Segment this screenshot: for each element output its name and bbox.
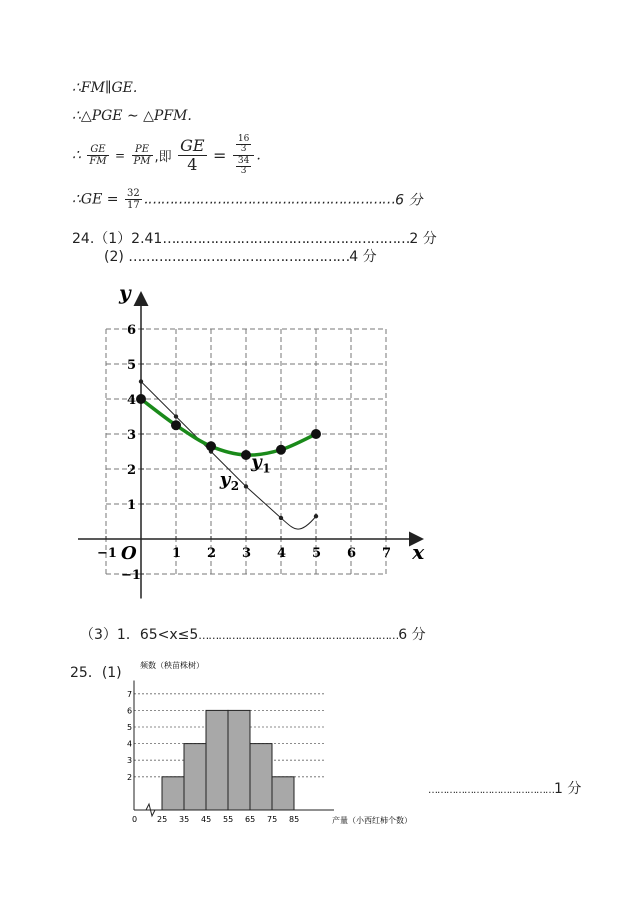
- fraction-ge-4: $\frac{GE}{4}$: [180, 136, 205, 174]
- y2-label: [219, 469, 239, 493]
- y-tick-label: 3: [127, 756, 133, 766]
- y1-point: [171, 420, 181, 430]
- y2-point: [139, 379, 143, 383]
- q24-part1: [72, 228, 437, 248]
- y-tick-label: 6: [127, 706, 133, 716]
- y2-point: [314, 514, 318, 518]
- fraction-32-17: $\frac{32}{17}$: [126, 188, 140, 211]
- equals: =: [115, 148, 126, 163]
- leader-dots: …………………………………………………: [148, 191, 396, 208]
- y2-subscript: 2: [230, 478, 240, 493]
- equals: =: [213, 146, 227, 165]
- proof-line-3: [72, 134, 261, 177]
- y2-letter: y: [219, 468, 231, 490]
- x-tick-label: 85: [289, 815, 300, 824]
- histogram: [120, 656, 440, 831]
- y-tick-label: 4: [127, 739, 133, 749]
- histogram-bar: [228, 710, 250, 810]
- therefore-symbol: ∴: [72, 191, 81, 208]
- histogram-bar: [184, 744, 206, 810]
- compound-fraction: [233, 134, 254, 177]
- x-tick-label: 2: [207, 546, 217, 561]
- x-tick-label: −1: [97, 546, 117, 561]
- y-axis-label: y: [119, 280, 131, 305]
- therefore-symbol: ∴: [72, 108, 81, 124]
- fraction-pe-pm: $\frac{PE}{PM}$: [133, 144, 151, 167]
- y2-curve: [141, 382, 316, 530]
- y1-point: [311, 429, 321, 439]
- fraction-16-3: $\frac{16}{3}$: [237, 134, 250, 154]
- similarity-statement: △PGE ∼ △PFM: [80, 108, 188, 124]
- origin-label: O: [121, 543, 137, 564]
- x-tick-label: 45: [201, 815, 212, 824]
- q24-part2: [104, 246, 377, 266]
- y2-point: [244, 484, 248, 488]
- proof-line-1: [72, 80, 137, 96]
- x-tick-label: 35: [179, 815, 190, 824]
- y1-point: [241, 450, 251, 460]
- y2-point: [279, 516, 283, 520]
- x-axis-label: x: [412, 540, 425, 564]
- score-label: 6 分: [398, 627, 426, 643]
- y-tick-label: 7: [127, 689, 133, 699]
- therefore-symbol: ∴: [72, 80, 81, 96]
- fraction-34-3: $\frac{34}{3}$: [237, 156, 250, 176]
- x-tick-label: 65: [245, 815, 256, 824]
- proof-line-4: [72, 188, 423, 211]
- y-tick-label: 3: [127, 428, 137, 443]
- score-label: 4 分: [349, 249, 377, 265]
- ji-word: ,即: [154, 150, 172, 165]
- x-tick-label: 0: [132, 815, 138, 824]
- x-tick-label: 7: [382, 546, 392, 561]
- y-tick-label: 5: [127, 723, 133, 732]
- q24-label: 24.（1）2.41: [72, 231, 163, 247]
- fraction-ge-fm: $\frac{GE}{FM}$: [89, 144, 107, 167]
- score-label: 1 分: [554, 781, 582, 797]
- therefore-symbol: ∴: [72, 147, 81, 164]
- series: [136, 379, 321, 529]
- x-tick-label: 3: [242, 546, 252, 561]
- y-tick-label: 1: [127, 498, 137, 513]
- y-axis-title: 频数（秧苗株树）: [140, 661, 204, 670]
- histogram-bar: [162, 777, 184, 810]
- y-tick-label: −1: [121, 568, 141, 583]
- period: .: [187, 108, 192, 124]
- period: .: [132, 80, 138, 96]
- proof-line-2: [72, 108, 192, 124]
- leader-dots: ……………………………………………: [128, 249, 350, 265]
- q24-part2-label: (2): [104, 249, 124, 265]
- y-tick-label: 2: [127, 463, 137, 478]
- leader-dots: ……………………………………………………: [198, 629, 399, 642]
- y-tick-label: 2: [127, 772, 133, 782]
- q25-label: 25．(1): [70, 665, 122, 681]
- q24-part3-label: （3）1．65<x≤5: [80, 627, 199, 643]
- period: .: [256, 147, 261, 164]
- x-axis-title: 产量（小西红柿个数）: [332, 816, 412, 825]
- y-tick-label: 4: [127, 393, 137, 408]
- y-tick-label: 5: [127, 358, 137, 373]
- histogram-bar: [250, 744, 272, 810]
- period: .: [143, 191, 149, 208]
- y-tick-label: 6: [127, 323, 137, 338]
- histogram-bar: [272, 777, 294, 810]
- leader-dots: ……………………………………: [428, 785, 554, 796]
- y1-point: [136, 394, 146, 404]
- score-label: 6 分: [395, 192, 423, 209]
- histogram-bar: [206, 710, 228, 810]
- x-tick-label: 25: [157, 815, 168, 824]
- y2-point: [174, 414, 178, 418]
- x-tick-label: 1: [172, 546, 182, 561]
- function-graph: [0, 270, 460, 590]
- parallel-statement: FM∥GE: [80, 80, 133, 96]
- y1-point: [276, 445, 286, 455]
- y1-point: [206, 441, 216, 451]
- score-label: 2 分: [409, 231, 437, 247]
- q25-score: [428, 778, 581, 798]
- q24-part3: [80, 624, 426, 644]
- y1-letter: y: [251, 451, 262, 473]
- x-tick-label: 4: [277, 546, 287, 561]
- x-tick-label: 5: [312, 546, 322, 561]
- ge-equals: GE =: [80, 191, 119, 208]
- x-tick-label: 75: [267, 815, 278, 824]
- y1-subscript: 1: [262, 461, 271, 476]
- x-tick-label: 55: [223, 815, 234, 824]
- leader-dots: …………………………………………………: [162, 231, 410, 247]
- x-tick-label: 6: [347, 546, 357, 561]
